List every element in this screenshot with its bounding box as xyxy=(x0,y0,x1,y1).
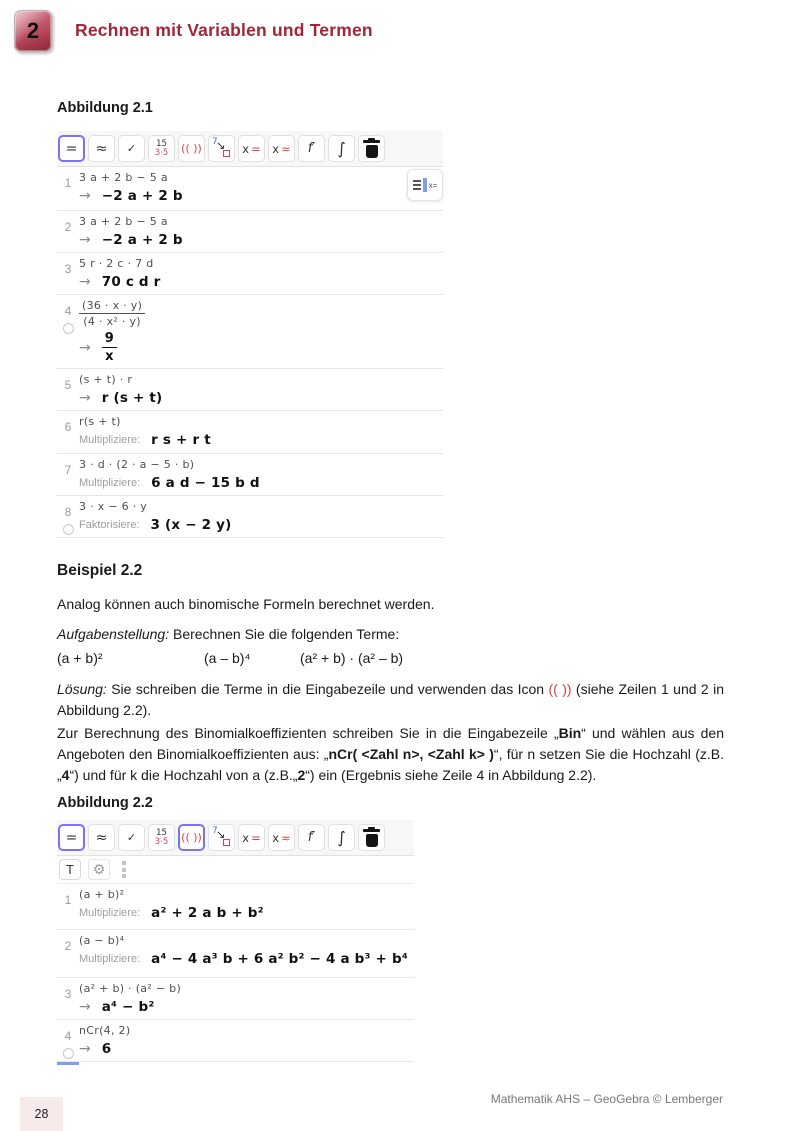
cas-cell[interactable] xyxy=(79,496,443,537)
dot xyxy=(122,861,126,865)
text-segment: “) und für k die Hochzahl von a (z.B.„ xyxy=(69,767,298,783)
row-number: 5 xyxy=(64,378,72,392)
cas-input-expression[interactable]: r(s + t) xyxy=(79,415,121,428)
derivative-icon: f′ xyxy=(307,830,316,845)
show-object-toggle[interactable] xyxy=(63,323,74,334)
output-value: a² + 2 a b + b² xyxy=(151,905,264,921)
keyboard-xequals-icon: x= xyxy=(428,180,438,190)
figure2-caption: Abbildung 2.2 xyxy=(57,795,153,811)
text-segment: Zur Berechnung des Binomialkoeffizienten schreiben Sie in die Eingabezeile „ xyxy=(57,725,559,741)
gear-icon: ⚙ xyxy=(92,861,106,878)
expand-button[interactable] xyxy=(178,824,205,851)
new-row-indicator[interactable] xyxy=(57,1062,79,1065)
cas-output xyxy=(79,1041,414,1061)
cas-row[interactable] xyxy=(57,884,414,930)
substitute-button[interactable] xyxy=(208,824,235,851)
chapter-title: Rechnen mit Variablen und Termen xyxy=(75,20,373,40)
cas-output xyxy=(79,905,414,925)
cas-output xyxy=(79,999,414,1019)
numeric-button[interactable] xyxy=(88,824,115,851)
factor-button[interactable] xyxy=(148,824,175,851)
equals-icon: = xyxy=(65,140,78,157)
term: (a – b)⁴ xyxy=(204,650,251,666)
derivative-icon: f′ xyxy=(307,141,316,156)
text-tool-button[interactable]: T xyxy=(59,859,81,880)
row-gutter xyxy=(57,930,79,977)
cas-output xyxy=(79,274,443,294)
text-segment: “) ein (Ergebnis siehe Zeile 4 in Abbildung 2.2). xyxy=(305,767,597,783)
factor-icon: 15 3·5 xyxy=(154,828,169,847)
output-value: a⁴ − b² xyxy=(101,999,155,1015)
numerator: 9 xyxy=(102,331,117,348)
row-number: 1 xyxy=(64,176,72,190)
cas-input-expression[interactable] xyxy=(79,299,443,328)
row-gutter xyxy=(57,211,79,252)
output-arrow-icon: → xyxy=(79,274,91,290)
row-number: 2 xyxy=(64,220,72,234)
text-segment: “ und wählen aus den Angeboten den Binomialkoeffizienten aus: „ xyxy=(57,725,724,762)
text-segment: Bin xyxy=(558,725,582,741)
approx-icon: ≈ xyxy=(95,140,108,157)
substitute-icon: 7 ↘ xyxy=(212,139,231,158)
text-segment: Lösung: xyxy=(57,681,107,697)
solve-button[interactable] xyxy=(238,824,265,851)
integral-button[interactable] xyxy=(328,135,355,162)
cas-output xyxy=(79,188,443,208)
output-operation-label: Faktorisiere: xyxy=(79,519,140,531)
cas-row[interactable] xyxy=(57,369,443,411)
paragraph-aufgabenstellung xyxy=(57,624,399,645)
row-number: 7 xyxy=(64,463,72,477)
row-gutter xyxy=(57,978,79,1019)
cas-cell[interactable] xyxy=(79,211,443,252)
cas-rows xyxy=(57,884,414,1062)
substitute-target-square xyxy=(223,150,230,157)
equals-icon: = xyxy=(65,829,78,846)
cas-cell[interactable] xyxy=(79,167,443,210)
substitute-target-square xyxy=(223,839,230,846)
approx-icon: ≈ xyxy=(95,829,108,846)
cas-stylebar xyxy=(57,856,414,884)
chapter-number-badge xyxy=(14,10,52,52)
cas-row[interactable] xyxy=(57,496,443,538)
output-value: −2 a + 2 b xyxy=(101,188,183,204)
output-value: 3 (x − 2 y) xyxy=(150,517,232,533)
numerator: (36 · x · y) xyxy=(79,299,145,314)
trash-icon xyxy=(366,834,378,847)
cas-input-expression[interactable]: (a − b)⁴ xyxy=(79,934,125,947)
row-gutter xyxy=(57,411,79,453)
cas-cell[interactable] xyxy=(79,978,414,1019)
derivative-button[interactable] xyxy=(298,824,325,851)
dot xyxy=(122,868,126,872)
output-value: 6 xyxy=(101,1041,112,1057)
cas-cell[interactable] xyxy=(79,930,414,977)
row-gutter xyxy=(57,884,79,929)
evaluate-button[interactable] xyxy=(58,135,85,162)
keep-input-button[interactable] xyxy=(118,135,145,162)
geogebra-cas-figure1 xyxy=(57,131,443,538)
dot xyxy=(122,874,126,878)
cas-input-expression[interactable]: 3 a + 2 b − 5 a xyxy=(79,215,168,228)
text-segment: Sie schreiben die Terme in die Eingabezeile und verwenden das Icon xyxy=(106,681,549,697)
keep-input-button[interactable] xyxy=(118,824,145,851)
cas-cell[interactable] xyxy=(79,454,443,495)
terms-row xyxy=(57,650,477,670)
output-value: 6 a d − 15 b d xyxy=(151,475,260,491)
denominator: (4 · x² · y) xyxy=(83,315,141,328)
text-segment: 4 xyxy=(61,767,70,783)
figure1-caption: Abbildung 2.1 xyxy=(57,100,153,116)
cas-output xyxy=(79,951,414,971)
output-value: r s + r t xyxy=(151,432,211,448)
cas-row[interactable] xyxy=(57,167,443,211)
row-gutter xyxy=(57,253,79,294)
footer-text: Mathematik AHS – GeoGebra © Lemberger xyxy=(490,1092,723,1106)
row-number: 3 xyxy=(64,262,72,276)
text-segment: “, für n setzen Sie die Hochzahl (z.B.„ xyxy=(57,746,724,783)
output-operation-label: Multipliziere: xyxy=(79,953,141,965)
cas-cell[interactable] xyxy=(79,369,443,410)
delete-button[interactable] xyxy=(358,824,385,851)
paragraph-analog: Analog können auch binomische Formeln berechnet werden. xyxy=(57,596,435,612)
output-arrow-icon: → xyxy=(79,339,91,356)
text-segment: Berechnen Sie die folgenden Terme: xyxy=(169,626,400,642)
numeric-button[interactable] xyxy=(88,135,115,162)
cas-cell[interactable] xyxy=(79,295,443,368)
row-gutter xyxy=(57,295,79,368)
nsolve-button[interactable] xyxy=(268,135,295,162)
cas-toolbar xyxy=(57,820,414,856)
cas-output xyxy=(79,432,443,452)
row-gutter xyxy=(57,369,79,410)
cas-output xyxy=(79,475,443,495)
expand-button[interactable] xyxy=(178,135,205,162)
row-number: 4 xyxy=(64,304,72,318)
solve-button[interactable] xyxy=(238,135,265,162)
output-arrow-icon: → xyxy=(79,188,91,204)
nsolve-icon: x ≈ xyxy=(272,830,291,845)
expand-parens-icon: (( )) xyxy=(181,142,202,155)
keyboard-bar-icon xyxy=(423,178,427,192)
cas-input-expression[interactable]: nCr(4, 2) xyxy=(79,1024,131,1037)
cas-row[interactable] xyxy=(57,411,443,454)
check-icon: ✓ xyxy=(126,142,137,155)
cas-cell[interactable] xyxy=(79,884,414,929)
expand-parens-icon: (( )) xyxy=(181,831,202,844)
trash-icon xyxy=(366,145,378,158)
cas-row[interactable] xyxy=(57,253,443,295)
cas-output xyxy=(79,331,443,368)
row-gutter xyxy=(57,167,79,210)
delete-button[interactable] xyxy=(358,135,385,162)
cas-input-expression[interactable]: 3 · x − 6 · y xyxy=(79,500,148,513)
paragraph-binomialkoeffizient xyxy=(57,723,724,786)
cas-row[interactable] xyxy=(57,211,443,253)
row-number: 1 xyxy=(64,893,72,907)
input-help-button[interactable] xyxy=(407,169,443,201)
cas-row[interactable] xyxy=(57,295,443,369)
output-value: a⁴ − 4 a³ b + 6 a² b² − 4 a b³ + b⁴ xyxy=(151,951,408,967)
solve-icon: x = xyxy=(242,141,261,156)
evaluate-button[interactable] xyxy=(58,824,85,851)
text-segment: (siehe Zeilen 1 und 2 in Abbildung 2.2). xyxy=(57,681,724,718)
row-number: 6 xyxy=(64,420,72,434)
output-arrow-icon: → xyxy=(79,232,91,248)
show-object-toggle[interactable] xyxy=(63,1048,74,1059)
settings-button[interactable] xyxy=(88,859,110,880)
factor-icon: 15 3·5 xyxy=(154,139,169,158)
row-gutter xyxy=(57,1020,79,1061)
cas-input-expression[interactable]: 3 · d · (2 · a − 5 · b) xyxy=(79,458,195,471)
fraction xyxy=(79,299,145,328)
output-value: r (s + t) xyxy=(101,390,163,406)
cas-input-expression[interactable]: (a² + b) · (a² − b) xyxy=(79,982,182,995)
cas-input-expression[interactable]: (a + b)² xyxy=(79,888,125,901)
derivative-button[interactable] xyxy=(298,135,325,162)
substitute-button[interactable] xyxy=(208,135,235,162)
cas-input-expression[interactable]: 3 a + 2 b − 5 a xyxy=(79,171,168,184)
beispiel-heading: Beispiel 2.2 xyxy=(57,562,143,579)
row-number: 4 xyxy=(64,1029,72,1043)
cas-rows xyxy=(57,167,443,538)
nsolve-icon: x ≈ xyxy=(272,141,291,156)
factor-button[interactable] xyxy=(148,135,175,162)
output-arrow-icon: → xyxy=(79,390,91,406)
cas-input-expression[interactable]: (s + t) · r xyxy=(79,373,133,386)
cas-row[interactable] xyxy=(57,978,414,1020)
integral-icon: ∫ xyxy=(337,827,346,847)
output-operation-label: Multipliziere: xyxy=(79,477,141,489)
term: (a + b)² xyxy=(57,650,103,666)
geogebra-cas-figure2 xyxy=(57,820,414,1065)
chapter-number: 2 xyxy=(26,18,40,43)
row-number: 3 xyxy=(64,987,72,1001)
cas-input-expression[interactable]: 5 r · 2 c · 7 d xyxy=(79,257,154,270)
paragraph-loesung xyxy=(57,679,724,721)
nsolve-button[interactable] xyxy=(268,824,295,851)
text-segment: nCr( <Zahl n>, <Zahl k> ) xyxy=(328,746,494,762)
text-segment: (( )) xyxy=(548,681,572,697)
fraction xyxy=(102,331,117,364)
cas-toolbar xyxy=(57,131,443,167)
row-number: 2 xyxy=(64,939,72,953)
output-arrow-icon: → xyxy=(79,999,91,1015)
output-value: −2 a + 2 b xyxy=(101,232,183,248)
term: (a² + b) · (a² – b) xyxy=(300,650,404,666)
output-value: 70 c d r xyxy=(101,274,161,290)
solve-icon: x = xyxy=(242,830,261,845)
text-segment: Aufgabenstellung: xyxy=(57,626,170,642)
cas-row[interactable] xyxy=(57,930,414,978)
row-number: 8 xyxy=(64,505,72,519)
output-arrow-icon: → xyxy=(79,1041,91,1057)
integral-button[interactable] xyxy=(328,824,355,851)
output-operation-label: Multipliziere: xyxy=(79,907,141,919)
cas-cell[interactable] xyxy=(79,253,443,294)
page-number: 28 xyxy=(20,1097,63,1131)
cas-cell[interactable] xyxy=(79,411,443,453)
row-gutter xyxy=(57,496,79,537)
cas-cell[interactable] xyxy=(79,1020,414,1061)
text-segment: 2 xyxy=(297,767,306,783)
show-object-toggle[interactable] xyxy=(63,524,74,535)
integral-icon: ∫ xyxy=(337,138,346,158)
cas-output xyxy=(79,232,443,252)
denominator: x xyxy=(105,349,114,364)
check-icon: ✓ xyxy=(126,831,137,844)
cas-output xyxy=(79,517,443,537)
output-operation-label: Multipliziere: xyxy=(79,434,141,446)
cas-row[interactable] xyxy=(57,454,443,496)
substitute-icon: 7 ↘ xyxy=(212,828,231,847)
cas-output xyxy=(79,390,443,410)
more-menu-button[interactable] xyxy=(122,861,126,878)
row-gutter xyxy=(57,454,79,495)
menu-lines-icon xyxy=(413,180,421,190)
cas-row[interactable] xyxy=(57,1020,414,1062)
